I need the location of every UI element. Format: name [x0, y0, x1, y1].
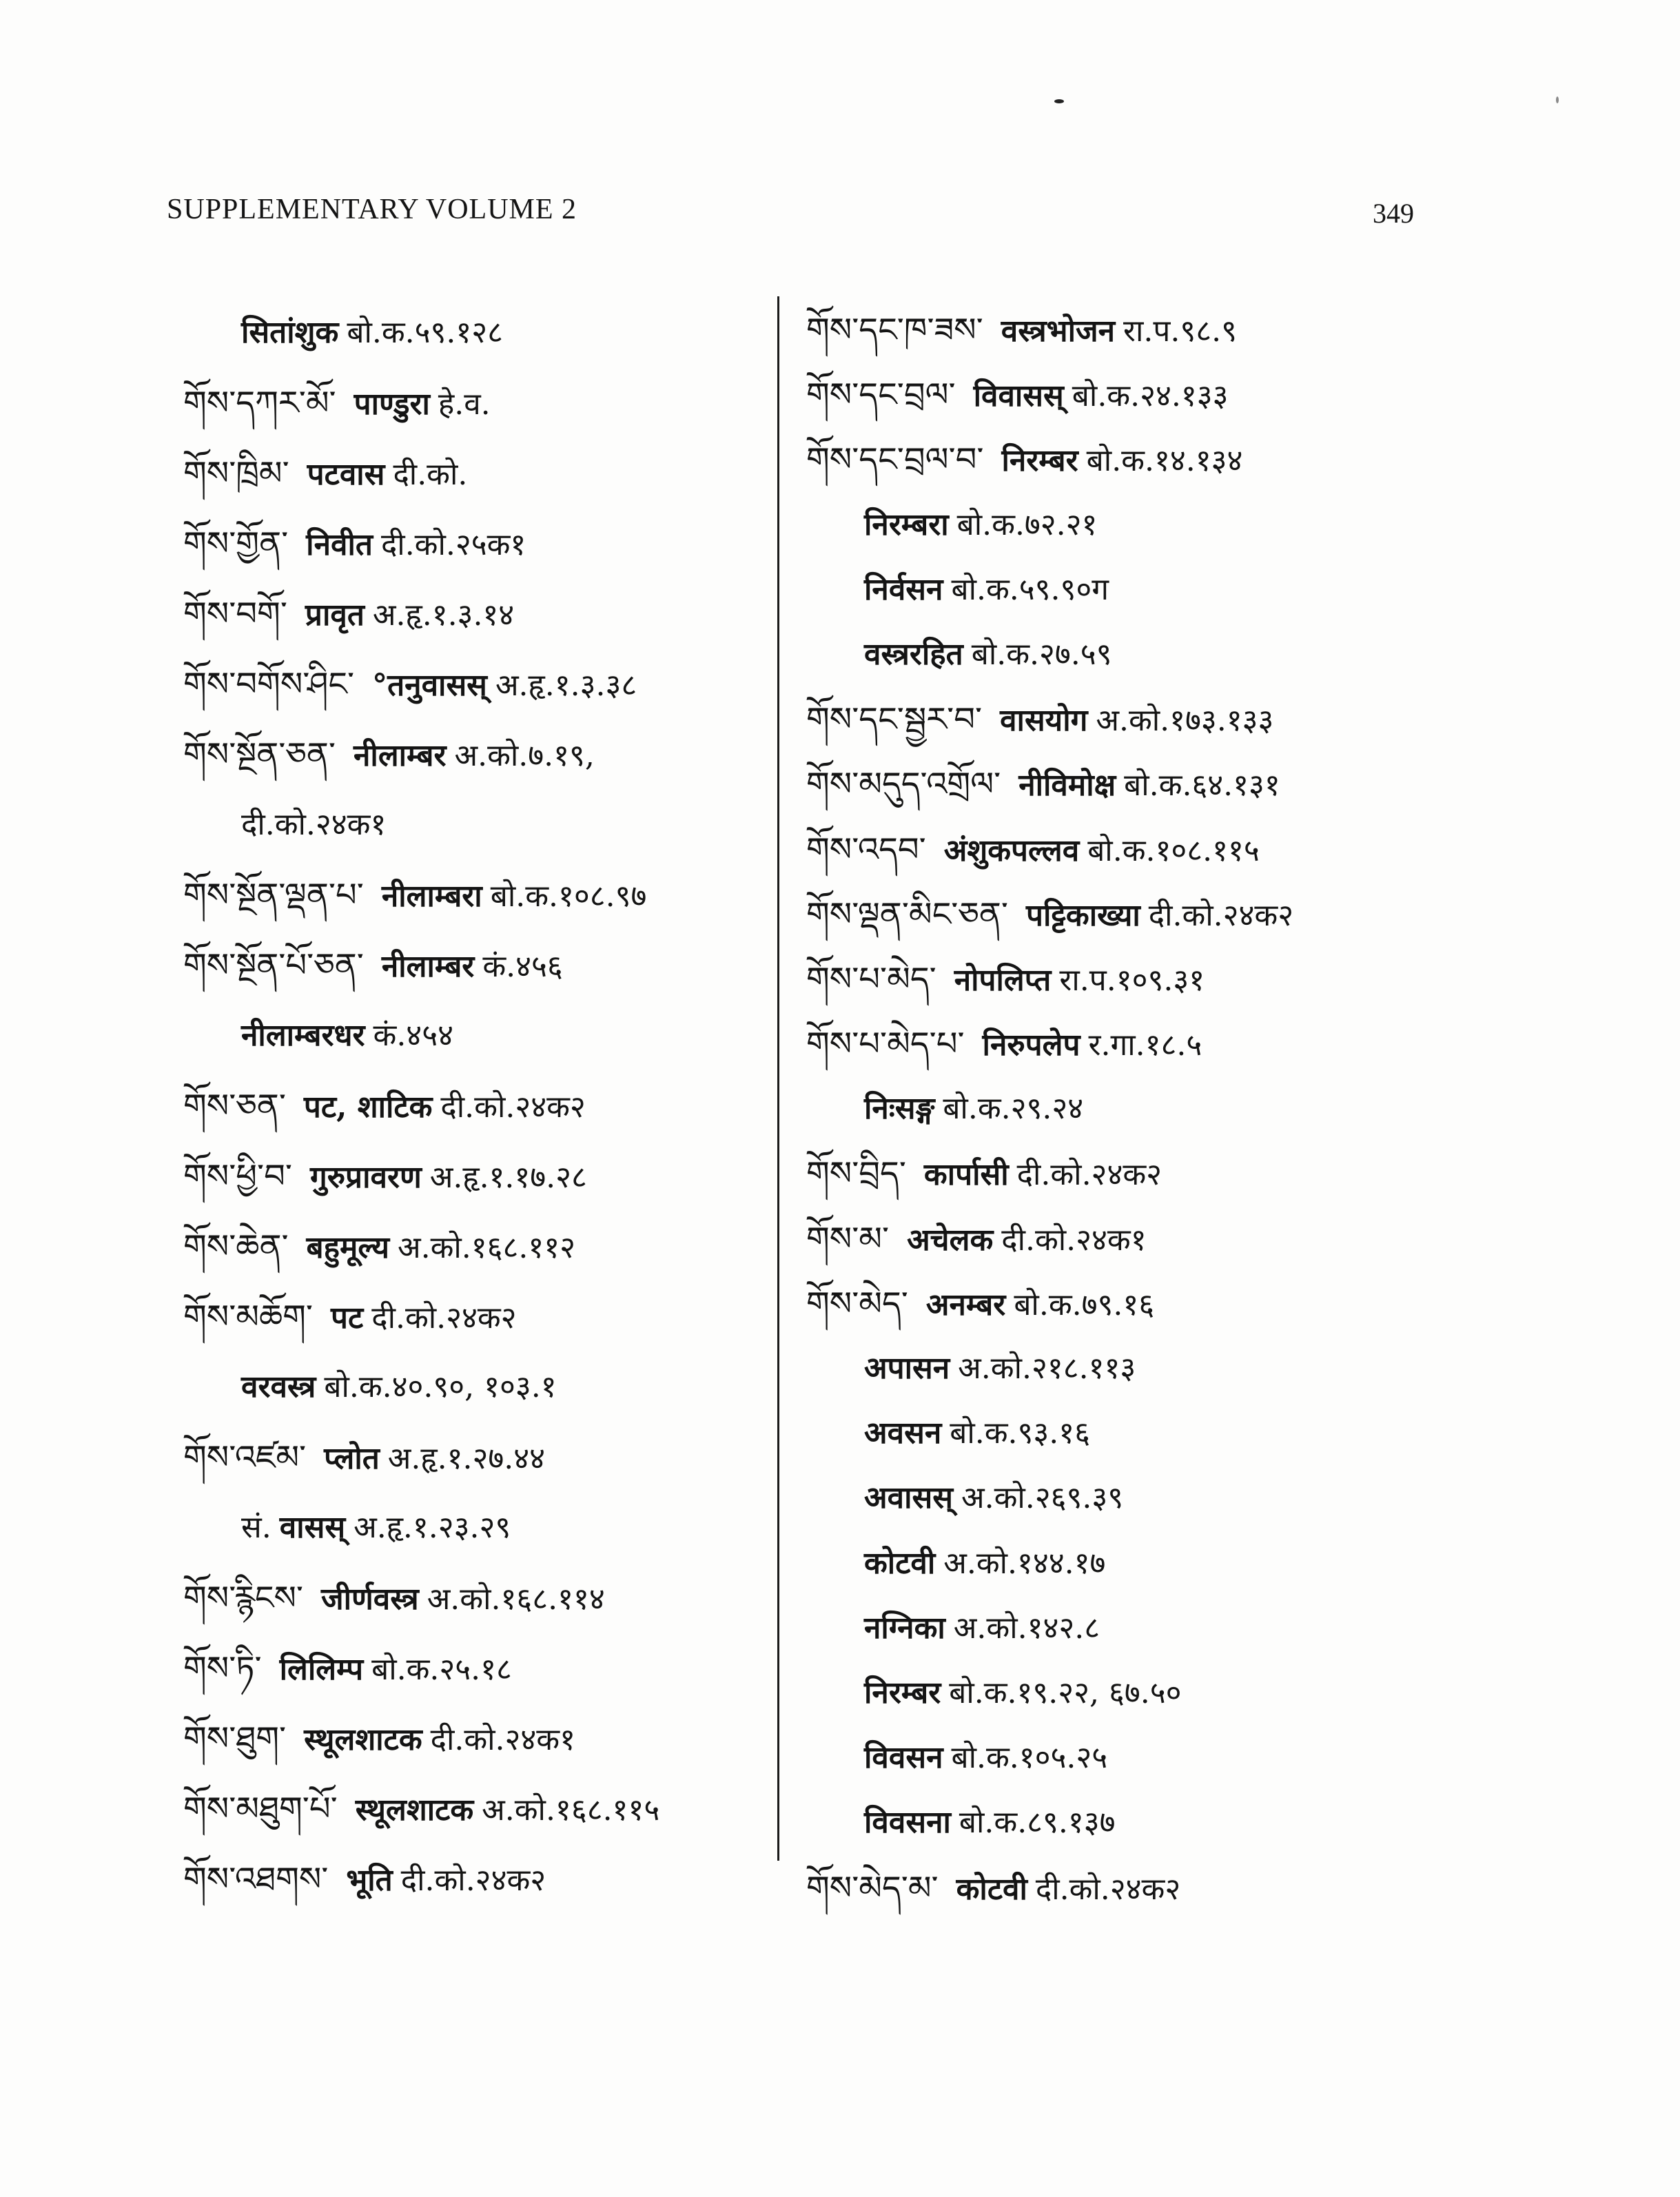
tibetan-headword: གོས་ཅན་ — [183, 1087, 286, 1125]
source-reference: दी.को.२४क२ — [400, 1863, 546, 1898]
source-reference: बो.क.२७.५९ — [971, 636, 1112, 672]
source-reference: बो.क.२४.१३३ — [1072, 378, 1229, 414]
sanskrit-term: विवसन — [864, 1740, 943, 1776]
dictionary-entry — [183, 1493, 769, 1563]
source-reference: बो.क.१०५.२५ — [951, 1740, 1108, 1776]
sanskrit-term: नीलाम्बर — [381, 949, 475, 984]
dictionary-entry — [806, 622, 1578, 687]
running-head: SUPPLEMENTARY VOLUME 2 — [167, 194, 577, 225]
sanskrit-term: निर्वसन — [864, 571, 943, 607]
dictionary-entry — [806, 752, 1578, 817]
dictionary-entry — [806, 947, 1578, 1012]
dictionary-entry — [183, 509, 769, 579]
dictionary-entry — [806, 817, 1578, 882]
tibetan-headword: གོས་ཐུག་ — [183, 1719, 287, 1758]
dictionary-entry — [183, 1633, 769, 1704]
sanskrit-term: नीलाम्बर — [354, 738, 447, 773]
tibetan-headword: གོས་བགོས་ཤིང་ — [183, 665, 355, 704]
dictionary-entry — [183, 1212, 769, 1282]
source-reference: दी.को.२४क१ — [241, 807, 387, 842]
dictionary-entry — [806, 1271, 1578, 1336]
dictionary-entry — [183, 1001, 769, 1071]
tibetan-headword: གོས་པ་མེད་ — [806, 959, 936, 999]
tibetan-headword: གོས་མཆོག་ — [183, 1298, 314, 1336]
dictionary-entry — [806, 362, 1578, 427]
source-reference: रा.प.९८.९ — [1123, 314, 1238, 349]
tibetan-headword: གོས་བགོ་ — [183, 595, 287, 633]
dictionary-entry — [183, 860, 769, 930]
tibetan-headword: གོས་སྔོན་པོ་ཅན་ — [183, 946, 364, 985]
sanskrit-term: नीलाम्बरधर — [241, 1018, 365, 1053]
sanskrit-term: कोटवी — [956, 1871, 1027, 1907]
source-reference: अ.हृ.१.२३.२९ — [354, 1510, 511, 1545]
sanskrit-term: विवासस् — [973, 378, 1064, 414]
sanskrit-term: नीलाम्बरा — [381, 879, 482, 914]
sanskrit-term: कार्पासी — [923, 1157, 1009, 1193]
tibetan-headword: གོས་རྙིངས་ — [183, 1579, 303, 1617]
source-reference: हे.व. — [438, 387, 491, 422]
source-reference: दी.को.२४क२ — [371, 1300, 517, 1336]
sanskrit-term: पाण्डुरा — [354, 387, 430, 422]
sanskrit-term: जीर्णवस्त्र — [320, 1582, 419, 1617]
dictionary-entry — [806, 558, 1578, 622]
tibetan-headword: གོས་མེད་ — [806, 1284, 908, 1323]
dictionary-entry — [806, 882, 1578, 947]
dictionary-entry — [183, 1352, 769, 1422]
sanskrit-term: स्थूलशाटक — [355, 1792, 474, 1828]
dictionary-entry — [183, 790, 769, 860]
source-reference: दी.को.२४क१ — [430, 1722, 575, 1757]
source-reference: बो.क.१९.२२, ६७.५० — [949, 1675, 1182, 1710]
dictionary-entry — [183, 1422, 769, 1493]
source-reference: अ.को.१७३.१३३ — [1096, 703, 1274, 739]
sanskrit-term: गुरुप्रावरण — [309, 1160, 422, 1195]
sanskrit-term: अवसन — [864, 1416, 942, 1451]
source-reference: अ.हृ.१.२७.४४ — [387, 1441, 545, 1476]
dictionary-entry — [183, 1563, 769, 1633]
entry-prefix: सं. — [241, 1510, 272, 1545]
sanskrit-term: प्रावृत — [305, 597, 365, 633]
source-reference: बो.क.८९.१३७ — [959, 1805, 1116, 1841]
dictionary-entry — [183, 1704, 769, 1774]
source-reference: अ.को.१६८.११४ — [427, 1582, 605, 1617]
tibetan-headword: གོས་ཕྱི་བ་ — [183, 1157, 292, 1196]
sanskrit-term: पट — [331, 1300, 364, 1336]
sanskrit-term: लिलिम्प — [279, 1652, 364, 1687]
dictionary-entry — [806, 1596, 1578, 1661]
tibetan-headword: གོས་མ་ — [806, 1219, 890, 1258]
dictionary-entry — [183, 649, 769, 719]
source-reference: दी.को.२४क२ — [1035, 1871, 1181, 1907]
sanskrit-term: कोटवी — [864, 1545, 936, 1581]
source-reference: अ.हृ.१.३.३८ — [495, 668, 637, 703]
sanskrit-term: भूति — [346, 1863, 393, 1898]
right-column — [806, 298, 1578, 1921]
sanskrit-term: निरम्बर — [864, 1675, 941, 1710]
source-reference: कं.४५४ — [373, 1018, 453, 1053]
tibetan-headword: གོས་མདུད་འགྲོལ་ — [806, 765, 1001, 804]
sanskrit-term: अचेलक — [907, 1222, 994, 1258]
tibetan-headword: གོས་བྲིད་ — [806, 1154, 906, 1194]
sanskrit-term: निवीत — [306, 527, 373, 562]
source-reference: बो.क.२५.१८ — [371, 1652, 512, 1687]
dictionary-entry — [183, 1141, 769, 1212]
left-column — [183, 298, 769, 1914]
sanskrit-term: अवासस् — [864, 1480, 953, 1516]
dictionary-entry — [806, 427, 1578, 492]
page-number: 349 — [1373, 198, 1414, 229]
dictionary-entry — [183, 719, 769, 790]
sanskrit-term: अंशुकपल्लव — [943, 832, 1080, 868]
tibetan-headword: གོས་སྔོན་ལྡན་པ་ — [183, 876, 364, 914]
sanskrit-term: नग्निका — [864, 1610, 945, 1646]
source-reference: दी.को.२५क१ — [380, 527, 526, 562]
dictionary-entry — [806, 493, 1578, 558]
sanskrit-term: पटवास — [307, 457, 385, 492]
source-reference: अ.को.१४४.१७ — [943, 1545, 1106, 1581]
tibetan-headword: གོས་འདབ་ — [806, 830, 926, 869]
sanskrit-term: पट, शाटिक — [303, 1090, 433, 1125]
tibetan-headword: གོས་སྔོན་ཅན་ — [183, 735, 336, 774]
sanskrit-term: नीविमोक्ष — [1018, 768, 1116, 804]
tibetan-headword: གོས་གྱོན་ — [183, 524, 289, 563]
dictionary-entry — [806, 1856, 1578, 1921]
source-reference: बो.क.७२.२१ — [956, 507, 1098, 542]
dictionary-entry — [806, 1401, 1578, 1466]
tibetan-headword: གོས་པ་མེད་པ་ — [806, 1025, 965, 1064]
dictionary-entry — [183, 1844, 769, 1914]
source-reference: अ.हृ.१.१७.२८ — [429, 1160, 587, 1195]
sanskrit-term: वासयोग — [1000, 703, 1088, 739]
tibetan-headword: གོས་དང་སྦྱར་བ་ — [806, 700, 983, 739]
scan-speck — [1054, 99, 1064, 103]
sanskrit-term: वासस् — [279, 1510, 346, 1545]
sanskrit-term: विवसना — [864, 1805, 951, 1841]
dictionary-entry — [183, 1282, 769, 1352]
sanskrit-term: अनम्बर — [925, 1287, 1006, 1322]
source-reference: अ.हृ.१.३.१४ — [372, 597, 515, 633]
sanskrit-term: वस्त्ररहित — [864, 636, 963, 672]
source-reference: बो.क.१०८.९७ — [490, 879, 647, 914]
source-reference: बो.क.५९.९०ग — [951, 571, 1109, 607]
column-divider — [777, 296, 779, 1861]
dictionary-entry — [183, 438, 769, 509]
sanskrit-term: अपासन — [864, 1351, 950, 1386]
dictionary-entry — [806, 1012, 1578, 1076]
source-reference: अ.को.१६८.११५ — [482, 1792, 660, 1828]
source-reference: बो.क.६४.१३१ — [1124, 768, 1280, 804]
sanskrit-term: निरम्बरा — [864, 507, 949, 542]
source-reference: बो.क.१४.१३४ — [1086, 443, 1243, 479]
tibetan-headword: གོས་མཐུག་པོ་ — [183, 1790, 338, 1828]
sanskrit-term: स्थूलशाटक — [304, 1722, 422, 1757]
dictionary-entry — [183, 930, 769, 1001]
source-reference: कं.४५६ — [482, 949, 563, 984]
dictionary-entry — [183, 1071, 769, 1141]
source-reference: अ.को.७.१९, — [454, 738, 595, 773]
source-reference: रा.प.१०९.३१ — [1059, 962, 1205, 998]
sanskrit-term: °तनुवासस् — [372, 668, 487, 703]
tibetan-headword: གོས་ཆེན་ — [183, 1227, 289, 1266]
dictionary-entry — [806, 1661, 1578, 1726]
dictionary-entry — [183, 579, 769, 649]
tibetan-headword: གོས་དང་བྲལ་བ་ — [806, 440, 984, 480]
tibetan-headword: གོས་ལྡན་མིང་ཅན་ — [806, 895, 1008, 934]
tibetan-headword: གོས་འཛམ་ — [183, 1438, 307, 1477]
source-reference: बो.क.४०.९०, १०३.१ — [324, 1369, 557, 1404]
source-reference: दी.को. — [393, 457, 468, 492]
sanskrit-term: प्लोत — [324, 1441, 380, 1476]
source-reference: अ.को.१६८.११२ — [397, 1230, 576, 1265]
sanskrit-term: निरुपलेप — [982, 1028, 1080, 1063]
sanskrit-term: निःसङ्ग — [864, 1091, 935, 1127]
source-reference: बो.क.५९.१२८ — [347, 315, 503, 350]
dictionary-entry — [806, 1726, 1578, 1790]
dictionary-entry — [806, 1466, 1578, 1531]
source-reference: बो.क.९३.१६ — [950, 1416, 1091, 1451]
sanskrit-term: पट्टिकाख्या — [1026, 897, 1140, 933]
sanskrit-term: नोपलिप्त — [954, 962, 1052, 998]
tibetan-headword: གོས་མེད་མ་ — [806, 1868, 939, 1908]
tibetan-headword: གོས་དང་ཁ་ཟས་ — [806, 311, 983, 349]
dictionary-entry — [806, 1141, 1578, 1206]
source-reference: अ.को.१४२.८ — [953, 1610, 1100, 1646]
dictionary-entry — [183, 368, 769, 438]
dictionary-entry — [806, 687, 1578, 752]
dictionary-entry — [806, 1336, 1578, 1401]
source-reference: दी.को.२४क१ — [1001, 1222, 1147, 1258]
dictionary-entry — [806, 1531, 1578, 1596]
tibetan-headword: གོས་དང་བྲལ་ — [806, 376, 956, 415]
source-reference: दी.को.२४क२ — [1016, 1157, 1162, 1193]
dictionary-entry — [806, 298, 1578, 362]
sanskrit-term: सितांशुक — [241, 315, 339, 350]
source-reference: बो.क.१०८.११५ — [1087, 832, 1260, 868]
sanskrit-term: वस्त्रभोजन — [1001, 314, 1116, 349]
source-reference: अ.को.२६९.३९ — [961, 1480, 1124, 1516]
tibetan-headword: གོས་དཀར་མོ་ — [183, 384, 336, 422]
source-reference: अ.को.२१८.११३ — [958, 1351, 1136, 1386]
source-reference: बो.क.२९.२४ — [943, 1091, 1084, 1127]
scan-speck — [1556, 96, 1559, 103]
sanskrit-term: निरम्बर — [1001, 443, 1078, 479]
source-reference: बो.क.७९.१६ — [1014, 1287, 1155, 1322]
tibetan-headword: གོས་ཁྲིམ་ — [183, 454, 289, 493]
sanskrit-term: बहुमूल्य — [306, 1230, 389, 1265]
tibetan-headword: གོས་འཐགས་ — [183, 1860, 329, 1899]
dictionary-entry — [806, 1207, 1578, 1271]
source-reference: दी.को.२४क२ — [1148, 897, 1294, 933]
sanskrit-term: वरवस्त्र — [241, 1369, 316, 1404]
tibetan-headword: གོས་ཏི་ — [183, 1649, 262, 1688]
source-reference: दी.को.२४क२ — [440, 1090, 586, 1125]
dictionary-entry — [806, 1790, 1578, 1855]
dictionary-entry — [806, 1076, 1578, 1141]
source-reference: र.गा.१८.५ — [1088, 1028, 1202, 1063]
dictionary-entry — [183, 298, 769, 368]
dictionary-entry — [183, 1774, 769, 1844]
